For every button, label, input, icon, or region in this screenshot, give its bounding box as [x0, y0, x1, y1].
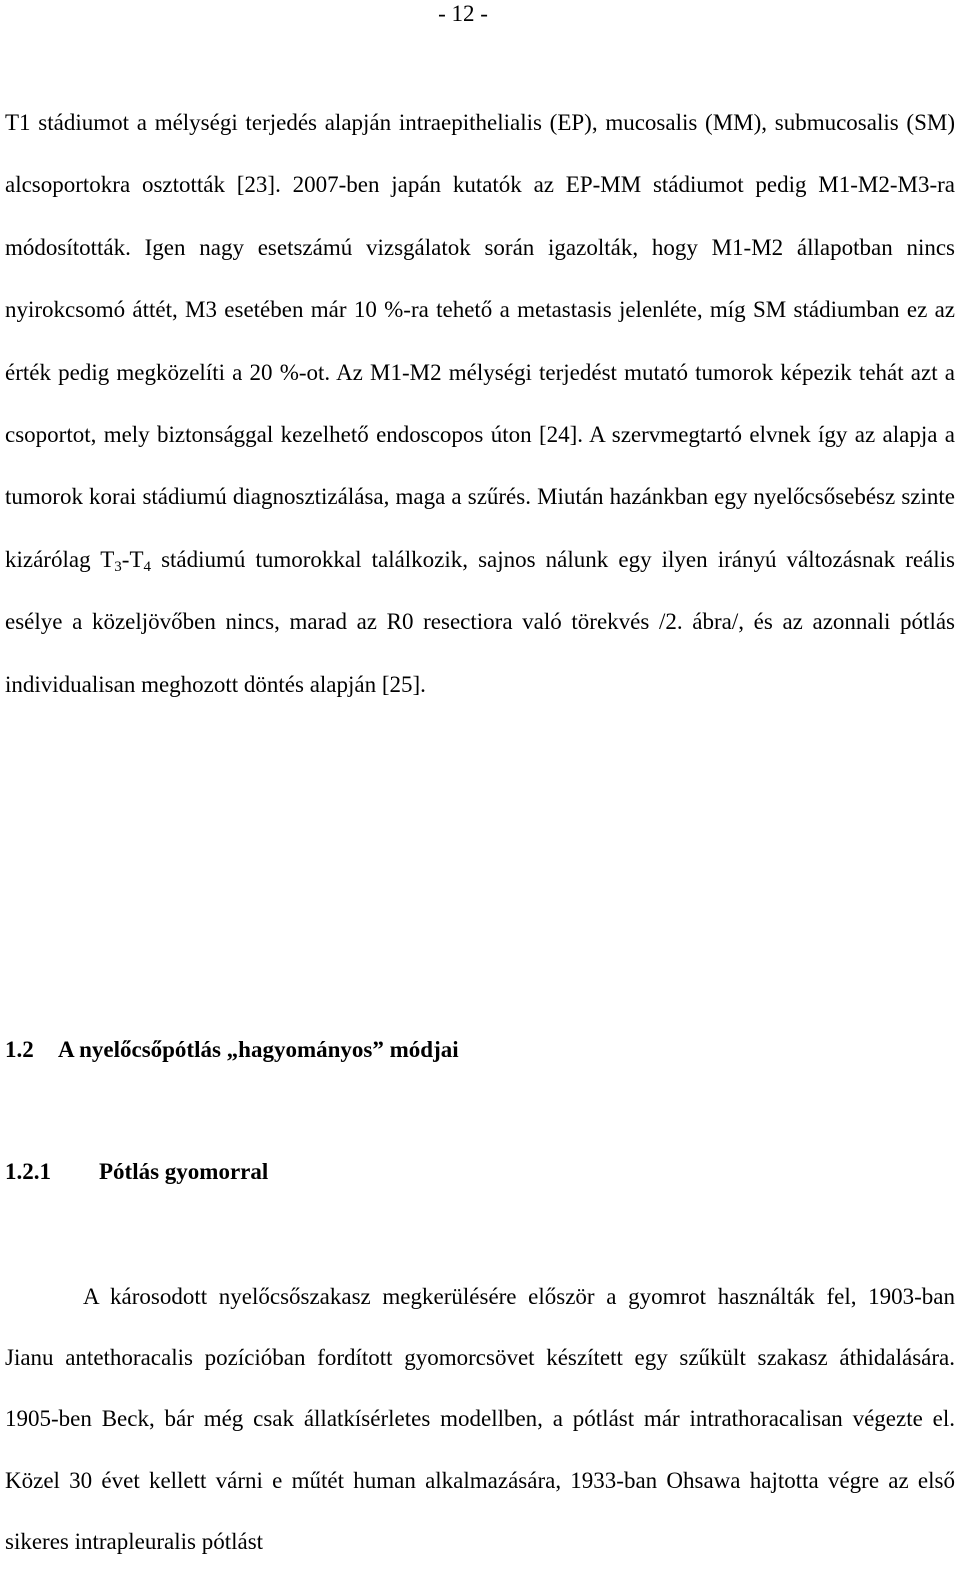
subsection-number: 1.2.1: [5, 1159, 51, 1184]
section-number: 1.2: [5, 1037, 34, 1062]
paragraph-staging: [5, 92, 955, 716]
section-heading-1-2: [5, 1034, 459, 1066]
paragraph-stomach-replacement: [5, 1266, 955, 1572]
paragraph-staging-text-c: stádiumú tumorokkal találkozik, sajnos nálunk egy ilyen irányú változásnak reális esélye a közeljövőben nincs, marad az R0 resectiora való törekvés /2. ábra/, és az azonnali pótlás individualisan meghozott döntés alapján [25].: [5, 546, 955, 697]
subsection-title: Pótlás gyomorral: [99, 1159, 269, 1184]
paragraph-staging-text-b: -T: [121, 546, 144, 572]
subscript-4: 4: [143, 558, 151, 575]
section-heading-1-2-1: [5, 1156, 268, 1188]
paragraph-staging-text-a: T1 stádiumot a mélységi terjedés alapján intraepithelialis (EP), mucosalis (MM), submucosalis (SM) alcsoportokra osztották [23]. 2007-ben japán kutatók az EP-MM stádiumot pedig M1-M2-M3-ra módosították. Igen nagy esetszámú vizsgálatok során igazolták, hogy M1-M2 állapotban nincs nyirokcsomó áttét, M3 esetében már 10 %-ra tehető a metastasis jelenléte, míg SM stádiumban ez az érték pedig megközelíti a 20 %-ot. Az M1-M2 mélységi terjedést mutató tumorok képezik tehát azt a csoportot, mely biztonsággal kezelhető endoscopos úton [24]. A szervmegtartó elvnek így az alapja a tumorok korai stádiumú diagnosztizálása, maga a szűrés. Miután hazánkban egy nyelőcsősebész szinte kizárólag T: [5, 110, 955, 572]
subscript-3: 3: [114, 558, 122, 575]
paragraph-stomach-replacement-text: A károsodott nyelőcsőszakasz megkerülésére először a gyomrot használták fel, 1903-ban Jianu antethoracalis pozícióban fordított gyomorcsövet készített egy szűkült szakasz áthidalására. 1905-ben Beck, bár még csak állatkísérletes modellben, a pótlást már intrathoracalisan végezte el. Közel 30 évet kellett várni e műtét human alkalmazására, 1933-ban Ohsawa hajtotta végre az első sikeres intrapleuralis pótlást: [5, 1284, 955, 1554]
page-number: - 12 -: [438, 1, 488, 26]
section-title: A nyelőcsőpótlás „hagyományos” módjai: [58, 1037, 459, 1062]
